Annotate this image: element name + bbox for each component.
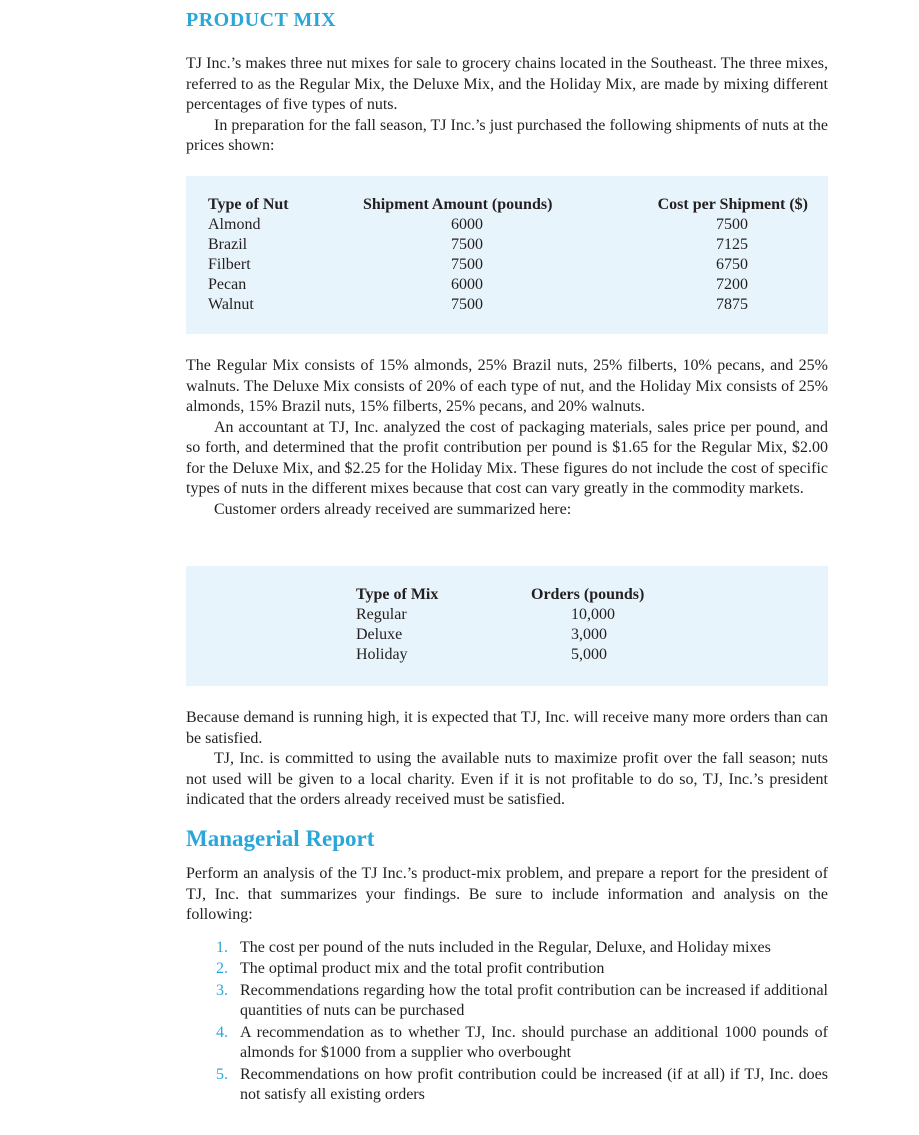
table-row xyxy=(356,645,676,665)
list-item xyxy=(216,1023,828,1064)
list-item xyxy=(216,981,828,1022)
list-item-text: A recommendation as to whether TJ, Inc. should purchase an additional 1000 pounds of almonds for $1000 from a supplier who overbought xyxy=(240,1023,828,1061)
intro-paragraph-2: In preparation for the fall season, TJ Inc.’s just purchased the following shipments of nuts at the prices shown: xyxy=(186,116,828,154)
table-row xyxy=(208,295,808,315)
list-item-text: Recommendations on how profit contribution could be increased (if at all) if TJ, Inc. does not satisfy all existing orders xyxy=(240,1065,828,1103)
report-item-list xyxy=(216,938,828,1106)
table-header-row xyxy=(208,194,808,215)
shipment-amount-cell: 7500 xyxy=(451,296,483,313)
nut-type-cell: Brazil xyxy=(208,236,248,253)
table-header-row xyxy=(356,584,676,605)
table-row xyxy=(356,605,676,625)
list-item-number: 3. xyxy=(216,981,228,999)
section-title: PRODUCT MIX xyxy=(186,9,337,31)
managerial-report-title: Managerial Report xyxy=(186,826,375,851)
table-row xyxy=(208,255,808,275)
managerial-report xyxy=(186,864,828,1107)
cost-cell: 7500 xyxy=(716,216,748,233)
column-header-type-of-nut: Type of Nut xyxy=(208,196,289,213)
mix-type-cell: Regular xyxy=(356,606,407,623)
list-item xyxy=(216,938,828,959)
nut-type-cell: Walnut xyxy=(208,296,254,313)
commitment-paragraph: TJ, Inc. is committed to using the available nuts to maximize profit over the fall season; nuts not used will be given to a local charity. Even if it is not profitable to do so, TJ, Inc.’s president indicated that the orders already received must be satisfied. xyxy=(186,750,828,808)
list-item-number: 2. xyxy=(216,960,228,977)
mix-type-cell: Deluxe xyxy=(356,626,403,643)
column-header-type-of-mix: Type of Mix xyxy=(356,586,439,603)
list-item-number: 1. xyxy=(216,938,228,956)
table-row xyxy=(208,235,808,255)
list-item xyxy=(216,1065,828,1106)
orders-cell: 10,000 xyxy=(571,606,615,623)
column-header-orders: Orders (pounds) xyxy=(531,586,645,603)
intro-paragraph-1: TJ Inc.’s makes three nut mixes for sale to grocery chains located in the Southeast. The three mixes, referred to as the Regular Mix, the Deluxe Mix, and the Holiday Mix, are made by mixing different percentages of five types of nuts. xyxy=(186,55,828,113)
demand-paragraph: Because demand is running high, it is expected that TJ, Inc. will receive many more orders than can be satisfied. xyxy=(186,709,828,747)
mix-type-cell: Holiday xyxy=(356,646,408,663)
list-item-number: 4. xyxy=(216,1023,228,1041)
after-orders-text xyxy=(186,708,828,811)
middle-text xyxy=(186,356,828,520)
table-row xyxy=(208,215,808,235)
nut-type-cell: Almond xyxy=(208,216,261,233)
cost-cell: 7875 xyxy=(716,296,748,313)
list-item-text: Recommendations regarding how the total profit contribution can be increased if additional quantities of nuts can be purchased xyxy=(240,981,828,1019)
shipment-amount-cell: 7500 xyxy=(451,236,483,253)
nut-shipments-table xyxy=(186,176,828,334)
cost-cell: 7200 xyxy=(716,276,748,293)
profit-contribution-paragraph: An accountant at TJ, Inc. analyzed the cost of packaging materials, sales price per pound, and so forth, and determined that the profit contribution per pound is $1.65 for the Regular Mix, $2.00 for the Deluxe Mix, and $2.25 for the Holiday Mix. These figures do not include the cost of specific types of nuts in the different mixes because that cost can vary greatly in the commodity markets. xyxy=(186,418,828,497)
column-header-shipment-amount: Shipment Amount (pounds) xyxy=(363,196,553,213)
intro-text xyxy=(186,54,828,157)
list-item-text: The optimal product mix and the total profit contribution xyxy=(240,960,605,977)
nut-type-cell: Pecan xyxy=(208,276,247,293)
orders-cell: 3,000 xyxy=(571,626,607,643)
nut-type-cell: Filbert xyxy=(208,256,251,273)
orders-cell: 5,000 xyxy=(571,646,607,663)
shipment-amount-cell: 6000 xyxy=(451,216,483,233)
cost-cell: 6750 xyxy=(716,256,748,273)
list-item xyxy=(216,959,828,980)
report-intro-paragraph: Perform an analysis of the TJ Inc.’s product-mix problem, and prepare a report for the president of TJ, Inc. that summarizes your findings. Be sure to include information and analysis on the following: xyxy=(186,865,828,923)
table-row xyxy=(208,275,808,295)
table-row xyxy=(356,625,676,645)
list-item-number: 5. xyxy=(216,1065,228,1083)
cost-cell: 7125 xyxy=(716,236,748,253)
customer-orders-table xyxy=(186,566,828,686)
shipment-amount-cell: 6000 xyxy=(451,276,483,293)
list-item-text: The cost per pound of the nuts included in the Regular, Deluxe, and Holiday mixes xyxy=(240,938,771,956)
shipment-amount-cell: 7500 xyxy=(451,256,483,273)
mix-composition-paragraph: The Regular Mix consists of 15% almonds, 25% Brazil nuts, 25% filberts, 10% pecans, and 25% walnuts. The Deluxe Mix consists of 20% of each type of nut, and the Holiday Mix consists of 25% almonds, 15% Brazil nuts, 15% filberts, 25% pecans, and 20% walnuts. xyxy=(186,357,828,415)
orders-intro-paragraph: Customer orders already received are summarized here: xyxy=(214,500,572,518)
column-header-cost-per-shipment: Cost per Shipment ($) xyxy=(657,196,808,213)
